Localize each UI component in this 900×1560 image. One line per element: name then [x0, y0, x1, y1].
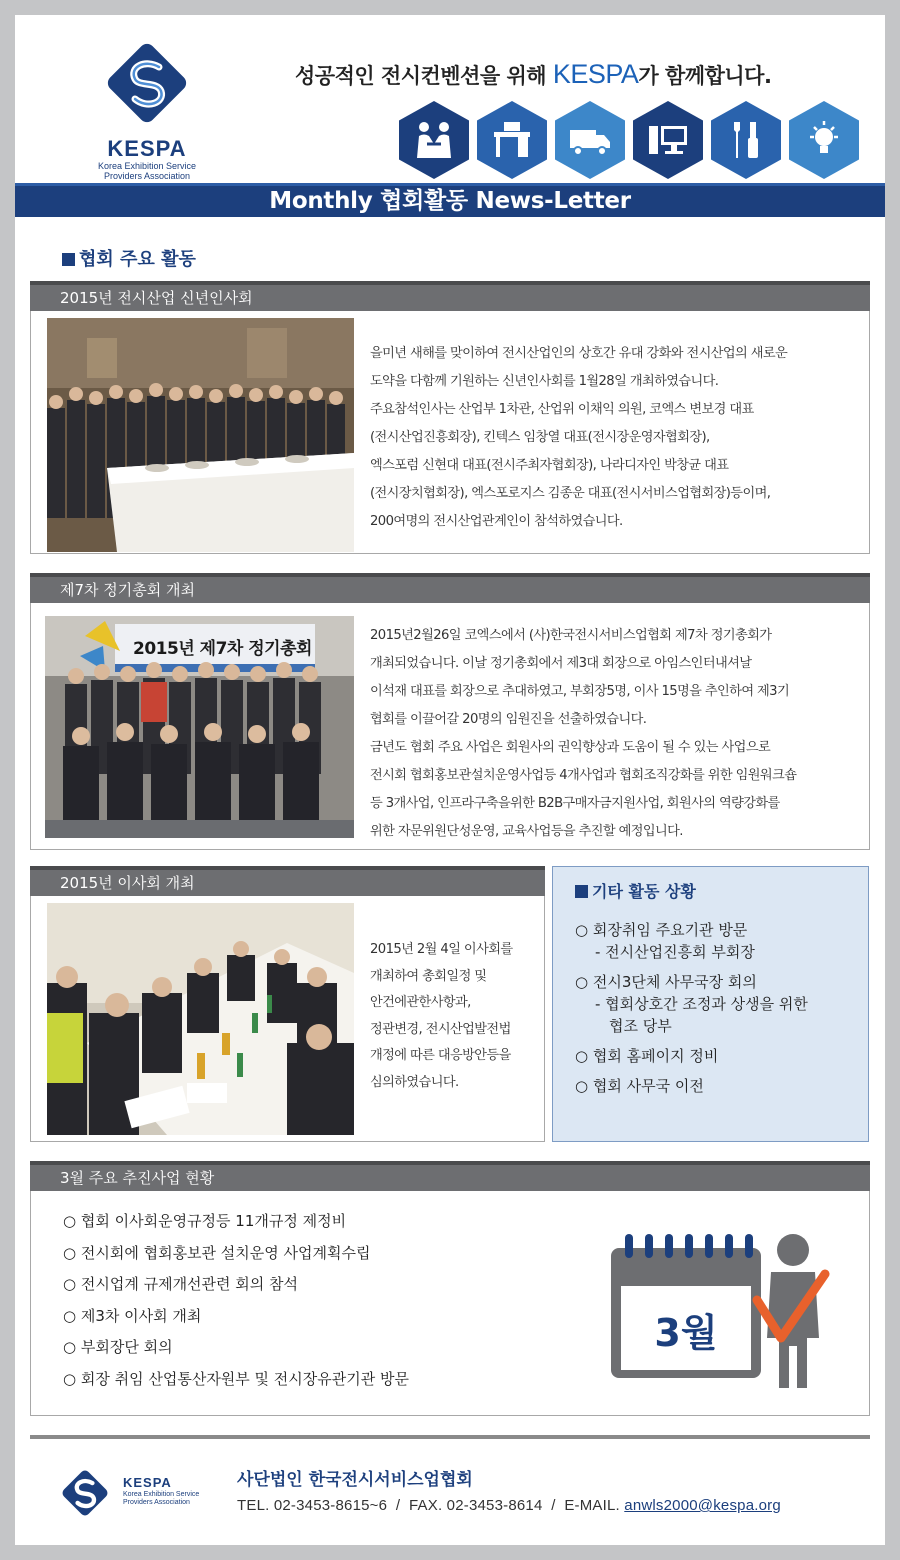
- list-item-main: ○ 협회 홈페이지 정비: [575, 1047, 719, 1065]
- list-item: [575, 919, 865, 963]
- truck-icon: [555, 101, 625, 179]
- other-activities-title-text: 기타 활동 상황: [592, 882, 696, 901]
- calendar-month-label: 3월: [654, 1311, 718, 1355]
- list-item: ○ 부회장단 회의: [63, 1338, 173, 1356]
- article-board-meeting: [30, 866, 545, 1142]
- lightbulb-icon: [789, 101, 859, 179]
- footer-contact-text: TEL. 02-3453-8615~6 / FAX. 02-3453-8614 / E-MAIL.: [237, 1497, 625, 1514]
- article-title: 제7차 정기총회 개최: [30, 573, 870, 603]
- square-bullet-icon: [575, 885, 588, 898]
- article-line: 협회를 이끌어갈 20명의 임원진을 선출하였습니다.: [370, 712, 647, 727]
- header-slogan: [295, 59, 771, 90]
- article-line: (전시산업진흥회장), 킨텍스 임창열 대표(전시장운영자협회장),: [370, 430, 710, 445]
- slogan-highlight: KESPA: [552, 59, 639, 89]
- logo-subtitle-line1: Korea Exhibition Service: [97, 161, 197, 171]
- article-line: 도약을 다함께 기원하는 신년인사회를 1월28일 개최하였습니다.: [370, 374, 719, 389]
- article-line: 엑스포럼 신현대 대표(전시주최자협회장), 나라디자인 박창균 대표: [370, 458, 729, 473]
- list-item-main: ○ 전시3단체 사무국장 회의: [575, 973, 757, 991]
- article-line: 정관변경, 전시산업발전법: [370, 1021, 511, 1037]
- article-general-meeting: [30, 573, 870, 850]
- article-title: 2015년 전시산업 신년인사회: [30, 281, 870, 311]
- march-plans-list: [63, 1206, 409, 1395]
- newsletter-banner: [15, 183, 885, 217]
- article-line: 이석재 대표를 회장으로 추대하였고, 부회장5명, 이사 15명을 추인하여 제3기: [370, 684, 790, 699]
- article-line: 개최하여 총회일정 및: [370, 968, 487, 984]
- article-line: 심의하였습니다.: [370, 1074, 459, 1090]
- list-item: [575, 971, 865, 1037]
- footer-divider: [30, 1435, 870, 1439]
- newsletter-page: [15, 15, 885, 1545]
- list-item-sub: 협조 당부: [609, 1017, 672, 1035]
- kespa-logo-mark-icon: [59, 1467, 111, 1519]
- article-line: 등 3개사업, 인프라구축을위한 B2B구매자금지원사업, 회원사의 역량강화를: [370, 796, 780, 811]
- slogan-part1: 성공적인 전시컨벤션을 위해: [295, 64, 553, 88]
- article-line: 2015년 2월 4일 이사회를: [370, 942, 513, 957]
- footer-logo-subtitle-line1: Korea Exhibition Service: [123, 1491, 200, 1498]
- article-new-year: [30, 281, 870, 554]
- computer-icon: [633, 101, 703, 179]
- logo-subtitle: [77, 161, 217, 181]
- square-bullet-icon: [62, 253, 75, 266]
- board-meeting-photo: [47, 903, 354, 1135]
- article-line: (전시장치협회장), 엑스포로지스 김종운 대표(전시서비스업협회장)등이며,: [370, 486, 771, 501]
- article-line: 개정에 따른 대응방안등을: [370, 1048, 511, 1063]
- list-item: ○ 제3차 이사회 개최: [63, 1306, 202, 1325]
- list-item: ○ 전시업계 규제개선관련 회의 참석: [63, 1275, 299, 1293]
- logo-brand-text: KESPA: [107, 136, 187, 161]
- logo-subtitle-line2: Providers Association: [103, 171, 191, 181]
- list-item: ○ 협회 이사회운영규정등 11개규정 제정비: [63, 1212, 347, 1230]
- other-activities-box: [552, 866, 869, 1142]
- article-line: 주요참석인사는 산업부 1차관, 산업위 이채익 의원, 코엑스 변보경 대표: [370, 402, 754, 417]
- list-item: [575, 1045, 865, 1067]
- new-year-reception-photo: [47, 318, 354, 552]
- kespa-logo: [77, 41, 217, 191]
- list-item: ○ 전시회에 협회홍보관 설치운영 사업계획수립: [63, 1243, 371, 1262]
- march-plans-box: [30, 1161, 870, 1416]
- article-line: 위한 자문위원단성운영, 교육사업등을 추진할 예정입니다.: [370, 824, 683, 839]
- footer-contact: [237, 1497, 781, 1514]
- article-line: 2015년2월26일 코엑스에서 (사)한국전시서비스업협회 제7차 정기총회가: [370, 628, 772, 643]
- article-line: 개최되었습니다. 이날 정기총회에서 제3대 회장으로 아임스인터내셔날: [370, 656, 752, 671]
- list-item-sub: - 전시산업진흥회 부회장: [595, 943, 755, 961]
- article-title: 2015년 이사회 개최: [30, 866, 545, 896]
- slogan-part2: 가 함께합니다.: [638, 64, 772, 88]
- main-section-title-text: 협회 주요 활동: [79, 249, 196, 270]
- tools-icon: [711, 101, 781, 179]
- list-item: [575, 1075, 865, 1097]
- article-line: 금년도 협회 주요 사업은 회원사의 권익향상과 도움이 될 수 있는 사업으로: [370, 740, 771, 755]
- kespa-logo-mark-icon: [105, 41, 189, 125]
- footer-email-link[interactable]: anwls2000@kespa.org: [624, 1497, 781, 1514]
- photo-banner-text: 2015년 제7차 정기총회: [133, 639, 312, 659]
- footer-logo-text: KESPA: [123, 1475, 172, 1490]
- footer-logo: [59, 1467, 209, 1517]
- article-body: [370, 622, 865, 846]
- other-activities-list: [575, 919, 865, 1105]
- desk-icon: [477, 101, 547, 179]
- banner-title: Monthly 협회활동 News-Letter: [269, 188, 631, 214]
- march-plans-title: 3월 주요 추진사업 현황: [30, 1161, 870, 1191]
- other-activities-title: [575, 879, 696, 902]
- footer-logo-subtitle-line2: Providers Association: [123, 1499, 190, 1506]
- general-meeting-photo: [45, 616, 354, 838]
- article-body: [370, 340, 865, 536]
- handshake-icon: [399, 101, 469, 179]
- list-item-sub: - 협회상호간 조정과 상생을 위한: [595, 995, 808, 1013]
- main-section-title: [62, 245, 196, 271]
- article-line: 안건에관한사항과,: [370, 995, 471, 1010]
- calendar-illustration: [611, 1228, 831, 1398]
- article-body: [370, 937, 542, 1096]
- list-item-main: ○ 협회 사무국 이전: [575, 1077, 704, 1095]
- article-line: 을미년 새해를 맞이하여 전시산업인의 상호간 유대 강화와 전시산업의 새로운: [370, 346, 788, 361]
- list-item: ○ 회장 취임 산업통산자원부 및 전시장유관기관 방문: [63, 1369, 409, 1388]
- article-line: 200여명의 전시산업관계인이 참석하였습니다.: [370, 514, 623, 529]
- list-item-main: ○ 회장취임 주요기관 방문: [575, 921, 748, 939]
- article-line: 전시회 협회홍보관설치운영사업등 4개사업과 협회조직강화를 위한 임원워크숍: [370, 768, 797, 783]
- footer-organization: 사단법인 한국전시서비스업협회: [237, 1470, 473, 1490]
- footer-logo-subtitle: [123, 1491, 199, 1507]
